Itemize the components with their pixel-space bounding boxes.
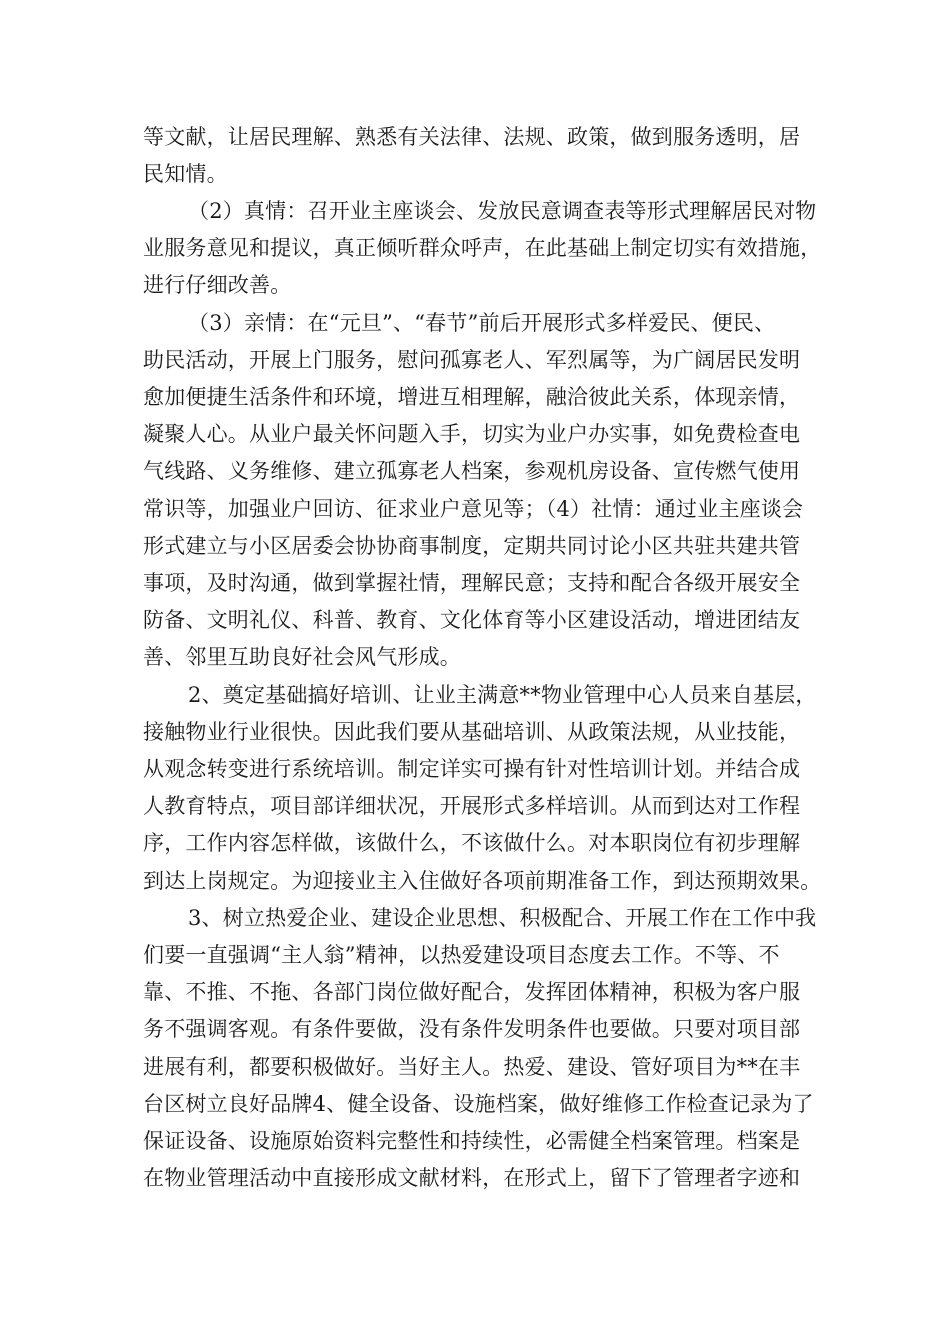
- text-line: 助民活动，开展上门服务，慰问孤寡老人、军烈属等，为广阔居民发明: [143, 348, 801, 372]
- text-line: 防备、文明礼仪、科普、教育、文化体育等小区建设活动，增进团结友: [143, 608, 801, 632]
- text-line: 台区树立良好品牌4、健全设备、设施档案，做好维修工作检查记录为了: [143, 1092, 814, 1116]
- text-line: 3、树立热爱企业、建设企业思想、积极配合、开展工作在工作中我: [188, 906, 817, 930]
- text-line: 2、奠定基础搞好培训、让业主满意**物业管理中心人员来自基层，: [188, 683, 817, 707]
- text-line: 靠、不推、不拖、各部门岗位做好配合，发挥团体精神，积极为客户服: [143, 980, 801, 1004]
- text-line: 民知情。: [143, 162, 228, 186]
- text-line: 进展有利，都要积极做好。当好主人。热爱、建设、管好项目为**在丰: [143, 1055, 801, 1079]
- text-line: 善、邻里互助良好社会风气形成。: [143, 645, 461, 669]
- text-line: 常识等，加强业户回访、征求业户意见等；（4）社情：通过业主座谈会: [143, 497, 804, 521]
- text-line: 保证设备、设施原始资料完整性和持续性，必需健全档案管理。档案是: [143, 1129, 801, 1153]
- text-line: 等文献，让居民理解、熟悉有关法律、法规、政策，做到服务透明，居: [143, 125, 801, 149]
- text-line: 业服务意见和提议，真正倾听群众呼声，在此基础上制定切实有效措施，: [143, 236, 822, 260]
- text-line: （3）亲情：在“元旦”、“春节”前后开展形式多样爱民、便民、: [188, 311, 776, 335]
- text-line: 人教育特点，项目部详细状况，开展形式多样培训。从而到达对工作程: [143, 794, 801, 818]
- text-line: 凝聚人心。从业户最关怀问题入手，切实为业户办实事，如免费检查电: [143, 422, 801, 446]
- text-line: 接触物业行业很快。因此我们要从基础培训、从政策法规，从业技能，: [143, 720, 801, 744]
- text-line: （2）真情：召开业主座谈会、发放民意调查表等形式理解居民对物: [188, 199, 817, 223]
- text-line: 从观念转变进行系统培训。制定详实可操有针对性培训计划。并结合成: [143, 757, 801, 781]
- text-line: 形式建立与小区居委会协协商事制度，定期共同讨论小区共驻共建共管: [143, 534, 801, 558]
- text-line: 气线路、义务维修、建立孤寡老人档案，参观机房设备、宣传燃气使用: [143, 459, 801, 483]
- text-line: 事项，及时沟通，做到掌握社情，理解民意；支持和配合各级开展安全: [143, 571, 801, 595]
- text-line: 进行仔细改善。: [143, 273, 292, 297]
- text-line: 到达上岗规定。为迎接业主入住做好各项前期准备工作，到达预期效果。: [143, 869, 822, 893]
- text-line: 务不强调客观。有条件要做，没有条件发明条件也要做。只要对项目部: [143, 1017, 801, 1041]
- text-line: 序，工作内容怎样做，该做什么，不该做什么。对本职岗位有初步理解: [143, 831, 801, 855]
- text-line: 们要一直强调“主人翁”精神，以热爱建设项目态度去工作。不等、不: [143, 943, 780, 967]
- text-line: 愈加便捷生活条件和环境，增进互相理解，融洽彼此关系，体现亲情，: [143, 385, 801, 409]
- text-line: 在物业管理活动中直接形成文献材料，在形式上，留下了管理者字迹和: [143, 1166, 801, 1190]
